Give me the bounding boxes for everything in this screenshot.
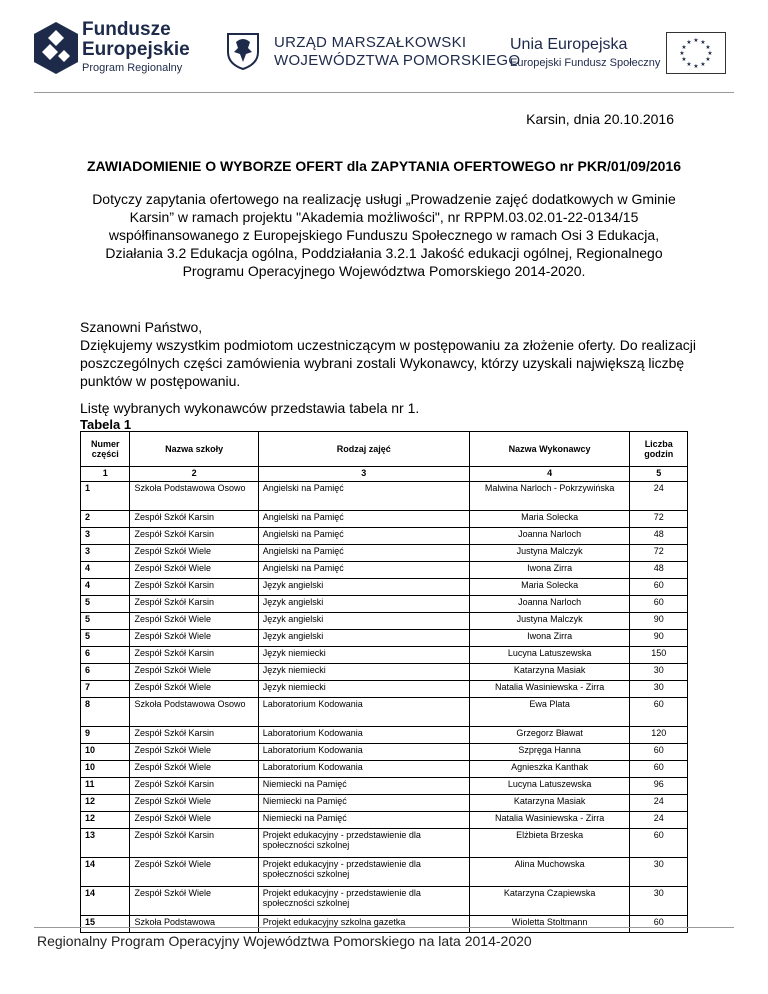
table-cell: Zespół Szkół Karsin (130, 647, 258, 664)
table-cell: Laboratorium Kodowania (258, 698, 469, 727)
table-row (81, 812, 688, 829)
table-cell: 5 (81, 613, 130, 630)
header-wykonawca: Nazwa Wykonawcy (469, 432, 630, 467)
header-divider (34, 92, 734, 93)
table-cell: 8 (81, 698, 130, 727)
svg-text:★: ★ (679, 50, 685, 57)
table-row (81, 829, 688, 858)
table-cell: Zespół Szkół Wiele (130, 812, 258, 829)
table-cell: Laboratorium Kodowania (258, 727, 469, 744)
table-cell: Malwina Narloch - Pokrzywińska (469, 482, 630, 511)
svg-text:★: ★ (693, 37, 699, 44)
table-cell: Zespół Szkół Karsin (130, 727, 258, 744)
svg-text:★: ★ (700, 61, 706, 68)
table-header-row (81, 432, 688, 467)
results-table (80, 431, 688, 933)
table-row (81, 698, 688, 727)
table-cell: 3 (81, 545, 130, 562)
table-cell: Projekt edukacyjny - przedstawienie dla społeczności szkolnej (258, 887, 469, 916)
table-cell: Laboratorium Kodowania (258, 744, 469, 761)
table-row (81, 528, 688, 545)
table-cell: 24 (630, 795, 688, 812)
table-cell: Zespół Szkół Wiele (130, 664, 258, 681)
table-cell: Elżbieta Brzeska (469, 829, 630, 858)
table-cell: 14 (81, 887, 130, 916)
table-cell: 12 (81, 812, 130, 829)
table-cell: 30 (630, 664, 688, 681)
table-row (81, 579, 688, 596)
table-row (81, 727, 688, 744)
table-cell: Zespół Szkół Karsin (130, 778, 258, 795)
table-label: Tabela 1 (80, 417, 132, 432)
table-cell: 60 (630, 596, 688, 613)
table-cell: Zespół Szkół Karsin (130, 528, 258, 545)
fe-line3: Program Regionalny (82, 62, 183, 74)
table-row (81, 744, 688, 761)
table-cell: Angielski na Pamięć (258, 545, 469, 562)
table-cell: Lucyna Latuszewska (469, 647, 630, 664)
column-number-row (81, 467, 688, 482)
header-szkola: Nazwa szkoły (130, 432, 258, 467)
table-cell: Agnieszka Kanthak (469, 761, 630, 778)
header-rodzaj: Rodzaj zajęć (258, 432, 469, 467)
table-cell: 5 (81, 596, 130, 613)
svg-text:★: ★ (707, 50, 713, 57)
svg-text:★: ★ (700, 39, 706, 46)
table-cell: Maria Solecka (469, 579, 630, 596)
body-paragraph: Dziękujemy wszystkim podmiotom uczestniczącym w postępowaniu za złożenie oferty. Do realizacji poszczególnych części zamówienia wybrani zostali Wykonawcy, którzy uzyskali największą liczbę punktów w postępowaniu. (80, 337, 696, 389)
table-cell: Język niemiecki (258, 681, 469, 698)
table-cell: Szkoła Podstawowa Osowo (130, 482, 258, 511)
table-cell: 48 (630, 562, 688, 579)
table-cell: Zespół Szkół Wiele (130, 630, 258, 647)
table-cell: Joanna Narloch (469, 596, 630, 613)
table-cell: 13 (81, 829, 130, 858)
table-cell: Angielski na Pamięć (258, 511, 469, 528)
table-cell: Niemiecki na Pamięć (258, 812, 469, 829)
table-cell: 6 (81, 647, 130, 664)
intro-paragraph: Dotyczy zapytania ofertowego na realizację usługi „Prowadzenie zajęć dodatkowych w Gminie Karsin” w ramach projektu "Akademia możliwości", nr RPPM.03.02.01-22-0134/15 współfinansowanego z Europejskiego Funduszu Społecznego w ramach Osi 3 Edukacja, Działania 3.2 Edukacja ogólna, Poddziałania 3.2.1 Jakość edukacji ogólnej, Regionalnego Programu Operacyjnego Województwa Pomorskiego 2014-2020. (92, 191, 676, 279)
table-cell: Katarzyna Masiak (469, 795, 630, 812)
table-cell: Zespół Szkół Wiele (130, 562, 258, 579)
table-cell: Szpręga Hanna (469, 744, 630, 761)
greeting: Szanowni Państwo, (80, 319, 203, 335)
table-cell: Zespół Szkół Wiele (130, 858, 258, 887)
table-cell: 30 (630, 858, 688, 887)
table-cell: Justyna Malczyk (469, 545, 630, 562)
col-number: 1 (81, 467, 130, 482)
table-cell: 9 (81, 727, 130, 744)
pomorskie-crest-icon (224, 30, 262, 70)
col-number: 4 (469, 467, 630, 482)
table-cell: 60 (630, 744, 688, 761)
table-row (81, 761, 688, 778)
table-row (81, 630, 688, 647)
table-cell: Laboratorium Kodowania (258, 761, 469, 778)
table-cell: 60 (630, 579, 688, 596)
table-cell: Grzegorz Bławat (469, 727, 630, 744)
table-cell: Zespół Szkół Wiele (130, 681, 258, 698)
document-title: ZAWIADOMIENIE O WYBORZE OFERT dla ZAPYTANIA OFERTOWEGO nr PKR/01/09/2016 (86, 158, 682, 174)
table-cell: Katarzyna Masiak (469, 664, 630, 681)
table-cell: Alina Muchowska (469, 858, 630, 887)
table-cell: Joanna Narloch (469, 528, 630, 545)
table-cell: Język angielski (258, 613, 469, 630)
table-cell: Zespół Szkół Wiele (130, 887, 258, 916)
table-cell: 30 (630, 681, 688, 698)
col-number: 2 (130, 467, 258, 482)
svg-text:★: ★ (705, 44, 711, 51)
fe-logo-text (82, 20, 190, 74)
table-cell: 15 (81, 916, 130, 933)
table-cell: Projekt edukacyjny szkolna gazetka (258, 916, 469, 933)
table-cell: Natalia Wasiniewska - Zirra (469, 681, 630, 698)
table-cell: 7 (81, 681, 130, 698)
table-cell: 2 (81, 511, 130, 528)
table-row (81, 681, 688, 698)
table-row (81, 545, 688, 562)
table-cell: Język angielski (258, 579, 469, 596)
table-row (81, 613, 688, 630)
table-cell: Angielski na Pamięć (258, 528, 469, 545)
table-cell: Projekt edukacyjny - przedstawienie dla społeczności szkolnej (258, 829, 469, 858)
table-cell: 60 (630, 829, 688, 858)
svg-text:★: ★ (686, 61, 692, 68)
table-cell: Zespół Szkół Karsin (130, 511, 258, 528)
table-row (81, 778, 688, 795)
header-godziny: Liczba godzin (630, 432, 688, 467)
table-cell: 4 (81, 562, 130, 579)
table-cell: Zespół Szkół Wiele (130, 744, 258, 761)
fe-line1: Fundusze (82, 19, 171, 40)
fe-line2: Europejskie (82, 39, 190, 60)
table-cell: Ewa Plata (469, 698, 630, 727)
table-row (81, 887, 688, 916)
table-row (81, 562, 688, 579)
svg-text:★: ★ (705, 56, 711, 63)
table-cell: Szkoła Podstawowa Osowo (130, 698, 258, 727)
table-cell: Niemiecki na Pamięć (258, 778, 469, 795)
table-cell: Angielski na Pamięć (258, 482, 469, 511)
urzad-line2: WOJEWÓDZTWA POMORSKIEGO (274, 52, 521, 69)
table-cell: 6 (81, 664, 130, 681)
table-cell: 24 (630, 812, 688, 829)
table-cell: Język angielski (258, 596, 469, 613)
table-cell: 10 (81, 744, 130, 761)
table-row (81, 664, 688, 681)
table-cell: 1 (81, 482, 130, 511)
letterhead (0, 0, 768, 92)
table-cell: 90 (630, 613, 688, 630)
table-cell: Iwona Zirra (469, 562, 630, 579)
table-row (81, 511, 688, 528)
header-numer: Numer części (81, 432, 130, 467)
table-cell: Wioletta Stoltmann (469, 916, 630, 933)
place-date: Karsin, dnia 20.10.2016 (526, 111, 674, 127)
table-row (81, 482, 688, 511)
table-cell: 60 (630, 916, 688, 933)
table-cell: 24 (630, 482, 688, 511)
table-cell: Justyna Malczyk (469, 613, 630, 630)
table-row (81, 916, 688, 933)
table-cell: 3 (81, 528, 130, 545)
table-cell: 12 (81, 795, 130, 812)
table-cell: Język niemiecki (258, 647, 469, 664)
table-body (81, 482, 688, 933)
svg-text:★: ★ (681, 44, 687, 51)
table-cell: 96 (630, 778, 688, 795)
table-cell: 60 (630, 761, 688, 778)
table-cell: 30 (630, 887, 688, 916)
table-row (81, 795, 688, 812)
table-cell: 150 (630, 647, 688, 664)
svg-text:★: ★ (693, 63, 699, 70)
footer-text: Regionalny Program Operacyjny Województwa Pomorskiego na lata 2014-2020 (37, 933, 532, 949)
col-number: 3 (258, 467, 469, 482)
table-cell: 60 (630, 698, 688, 727)
table-cell: Projekt edukacyjny - przedstawienie dla społeczności szkolnej (258, 858, 469, 887)
table-cell: Lucyna Latuszewska (469, 778, 630, 795)
table-cell: Iwona Zirra (469, 630, 630, 647)
table-cell: Zespół Szkół Karsin (130, 829, 258, 858)
table-cell: Język niemiecki (258, 664, 469, 681)
table-cell: Angielski na Pamięć (258, 562, 469, 579)
ue-line1: Unia Europejska (510, 36, 628, 53)
table-cell: Natalia Wasiniewska - Zirra (469, 812, 630, 829)
table-cell: Zespół Szkół Wiele (130, 613, 258, 630)
table-cell: 4 (81, 579, 130, 596)
table-cell: 72 (630, 511, 688, 528)
urzad-line1: URZĄD MARSZAŁKOWSKI (274, 34, 467, 51)
table-cell: 14 (81, 858, 130, 887)
table-cell: Zespół Szkół Karsin (130, 579, 258, 596)
ue-line2: Europejski Fundusz Społeczny (510, 57, 661, 69)
list-intro: Listę wybranych wykonawców przedstawia tabela nr 1. (80, 400, 420, 416)
fundusze-europejskie-logo-icon (34, 22, 78, 74)
table-cell: 90 (630, 630, 688, 647)
col-number: 5 (630, 467, 688, 482)
table-cell: 72 (630, 545, 688, 562)
unia-europejska-text (510, 36, 660, 69)
table-row (81, 647, 688, 664)
table-cell: Katarzyna Czapiewska (469, 887, 630, 916)
table-cell: Język angielski (258, 630, 469, 647)
eu-flag-icon (666, 32, 726, 74)
footer-divider (34, 927, 734, 928)
svg-text:★: ★ (681, 56, 687, 63)
table-cell: Szkoła Podstawowa (130, 916, 258, 933)
svg-text:★: ★ (686, 39, 692, 46)
table-cell: 48 (630, 528, 688, 545)
letter-body (80, 318, 700, 390)
table-cell: 10 (81, 761, 130, 778)
table-cell: Zespół Szkół Karsin (130, 596, 258, 613)
table-row (81, 596, 688, 613)
table-cell: Zespół Szkół Wiele (130, 545, 258, 562)
table-cell: Maria Solecka (469, 511, 630, 528)
table-cell: 120 (630, 727, 688, 744)
table-cell: 11 (81, 778, 130, 795)
table-cell: Niemiecki na Pamięć (258, 795, 469, 812)
table-cell: 5 (81, 630, 130, 647)
table-cell: Zespół Szkół Wiele (130, 795, 258, 812)
table-cell: Zespół Szkół Wiele (130, 761, 258, 778)
table-row (81, 858, 688, 887)
urzad-marszalkowski-text (274, 34, 520, 70)
